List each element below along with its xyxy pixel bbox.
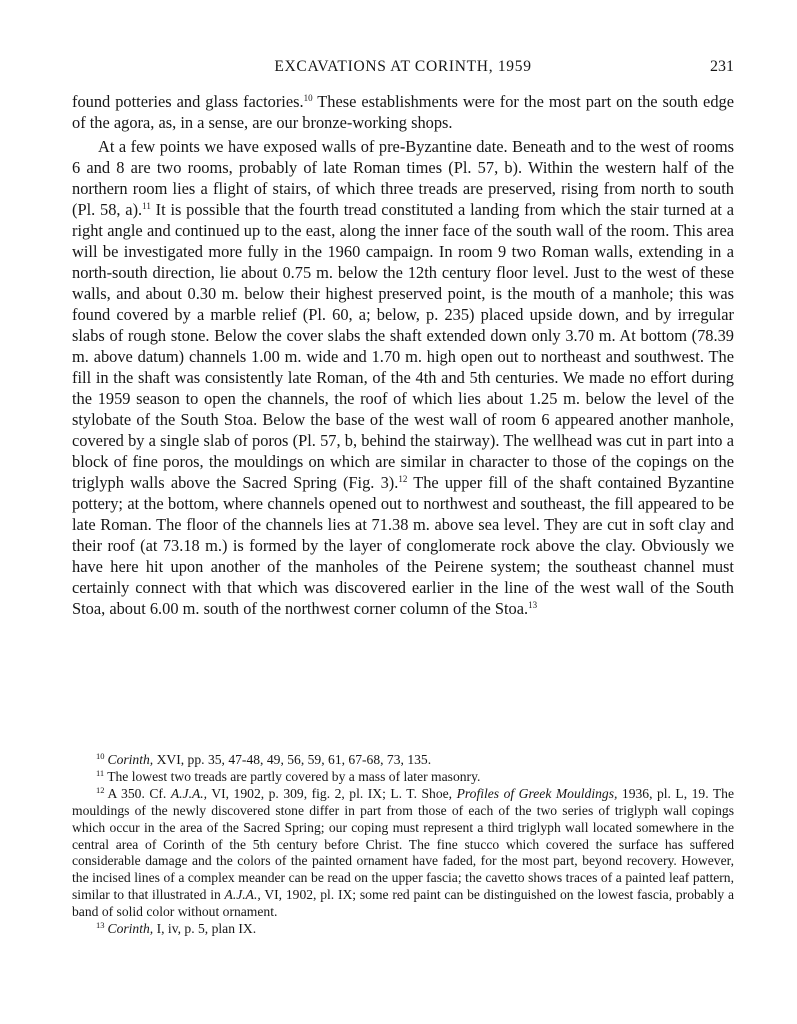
paragraph-2-part-b: It is possible that the fourth tread constituted a landing from which the stair turned at a right angle and continued up to the east, along the inner face of the south wall of the room. This area will be investigated more fully in the 1960 campaign. In room 9 two Roman walls, extending in a north-south direction, lie about 0.75 m. below the 12th century floor level. Just to the west of these walls, and about 0.30 m. below their highest preserved point, is the mouth of a manhole; this was found covered by a marble relief (Pl. 60, a; below, p. 235) placed upside down, and by irregular slabs of rough stone. Below the cover slabs the shaft extended down only 3.70 m. At bottom (78.39 m. above datum) channels 1.00 m. wide and 1.70 m. high open out to northeast and southwest. The fill in the shaft was consistently late Roman, of the 4th and 5th centuries. We made no effort during the 1959 season to open the channels, the roof of which lies about 1.25 m. below the level of the stylobate of the South Stoa. Below the base of the west wall of room 6 appeared another manhole, covered by a single slab of poros (Pl. 57, b, behind the stairway). The wellhead was cut in part into a block of fine poros, the mouldings on which are similar in character to those of the copings on the triglyph walls above the Sacred Spring (Fig. 3). (72, 200, 735, 492)
footnote-number: 11 (96, 767, 105, 778)
paragraph-2 (72, 136, 734, 619)
footnote-text: VI, 1902, pl. IX; some red paint can be distinguished on the lowest fascia, probably a band of solid color without ornament. (72, 887, 734, 920)
footnote-11 (72, 769, 734, 786)
footnote-ref-12: 12 (398, 474, 408, 485)
page-number: 231 (710, 58, 734, 75)
footnote-text: I, iv, p. 5, plan IX. (153, 921, 257, 937)
footnote-italic: Corinth, (107, 921, 154, 937)
footnote-number: 12 (96, 784, 105, 795)
footnote-ref-10: 10 (303, 93, 313, 104)
footnotes (72, 752, 734, 938)
footnote-italic: Corinth, (107, 752, 154, 767)
footnote-italic: A.J.A., (224, 887, 261, 903)
footnote-10 (72, 752, 734, 769)
footnote-12 (72, 786, 734, 921)
footnote-italic: Profiles of Greek Mouldings, (456, 785, 618, 801)
paragraph-2-part-c: The upper fill of the shaft contained Byzantine pottery; at the bottom, where channels opened out to northwest and southeast, the fill appeared to be late Roman. The floor of the channels lies at 71.38 m. above sea level. They are cut in soft clay and their roof (at 73.18 m.) is formed by the layer of conglomerate rock above the clay. Obviously we have here hit upon another of the manholes of the Peirene system; the southeast channel must certainly connect with that which was discovered earlier in the line of the west wall of the South Stoa, about 6.00 m. south of the northwest corner column of the Stoa. (72, 473, 735, 618)
footnote-number: 10 (96, 750, 105, 761)
paragraph-1-tail: These establishments were for the most part on the south edge of the agora, as, in a sense, are our bronze-working shops. (72, 92, 734, 132)
footnote-text: A 350. Cf. (107, 785, 171, 801)
footnote-text: The lowest two treads are partly covered by a mass of later masonry. (107, 768, 481, 784)
footnote-text: 1936, pl. L, 19. The mouldings of the newly discovered stone differ in part from those of each of the two series of triglyph wall copings which occur in the area of the Sacred Spring; our coping must represent a third triglyph wall located somewhere in the central area of Corinth of the 5th century before Christ. The fine stucco which covered the surface has suffered considerable damage and the colors of the painted ornament have faded, for the most part, beyond recovery. However, the incised lines of a complex meander can be read on the upper fascia; the cavetto shows traces of a painted leaf pattern, similar to that illustrated in (72, 785, 735, 903)
paragraph-2-part-a: At a few points we have exposed walls of pre-Byzantine date. Beneath and to the west of rooms 6 and 8 are two rooms, probably of late Roman times (Pl. 57, b). Within the western half of the northern room lies a flight of stairs, of which three treads are preserved, rising from north to south (Pl. 58, a). (72, 137, 734, 219)
page-header (72, 58, 734, 80)
footnote-13 (72, 921, 734, 938)
paragraph-1 (72, 91, 734, 133)
footnote-ref-11: 11 (142, 201, 151, 212)
body-text (72, 91, 734, 619)
footnote-ref-13: 13 (528, 600, 538, 611)
footnote-text: XVI, pp. 35, 47-48, 49, 56, 59, 61, 67-68, 73, 135. (153, 752, 432, 767)
paragraph-1-text: found potteries and glass factories. (72, 92, 304, 111)
footnote-text: VI, 1902, p. 309, fig. 2, pl. IX; L. T. Shoe, (207, 785, 457, 801)
running-head: EXCAVATIONS AT CORINTH, 1959 (274, 58, 532, 75)
footnote-italic: A.J.A., (170, 785, 208, 801)
footnote-number: 13 (96, 919, 105, 930)
